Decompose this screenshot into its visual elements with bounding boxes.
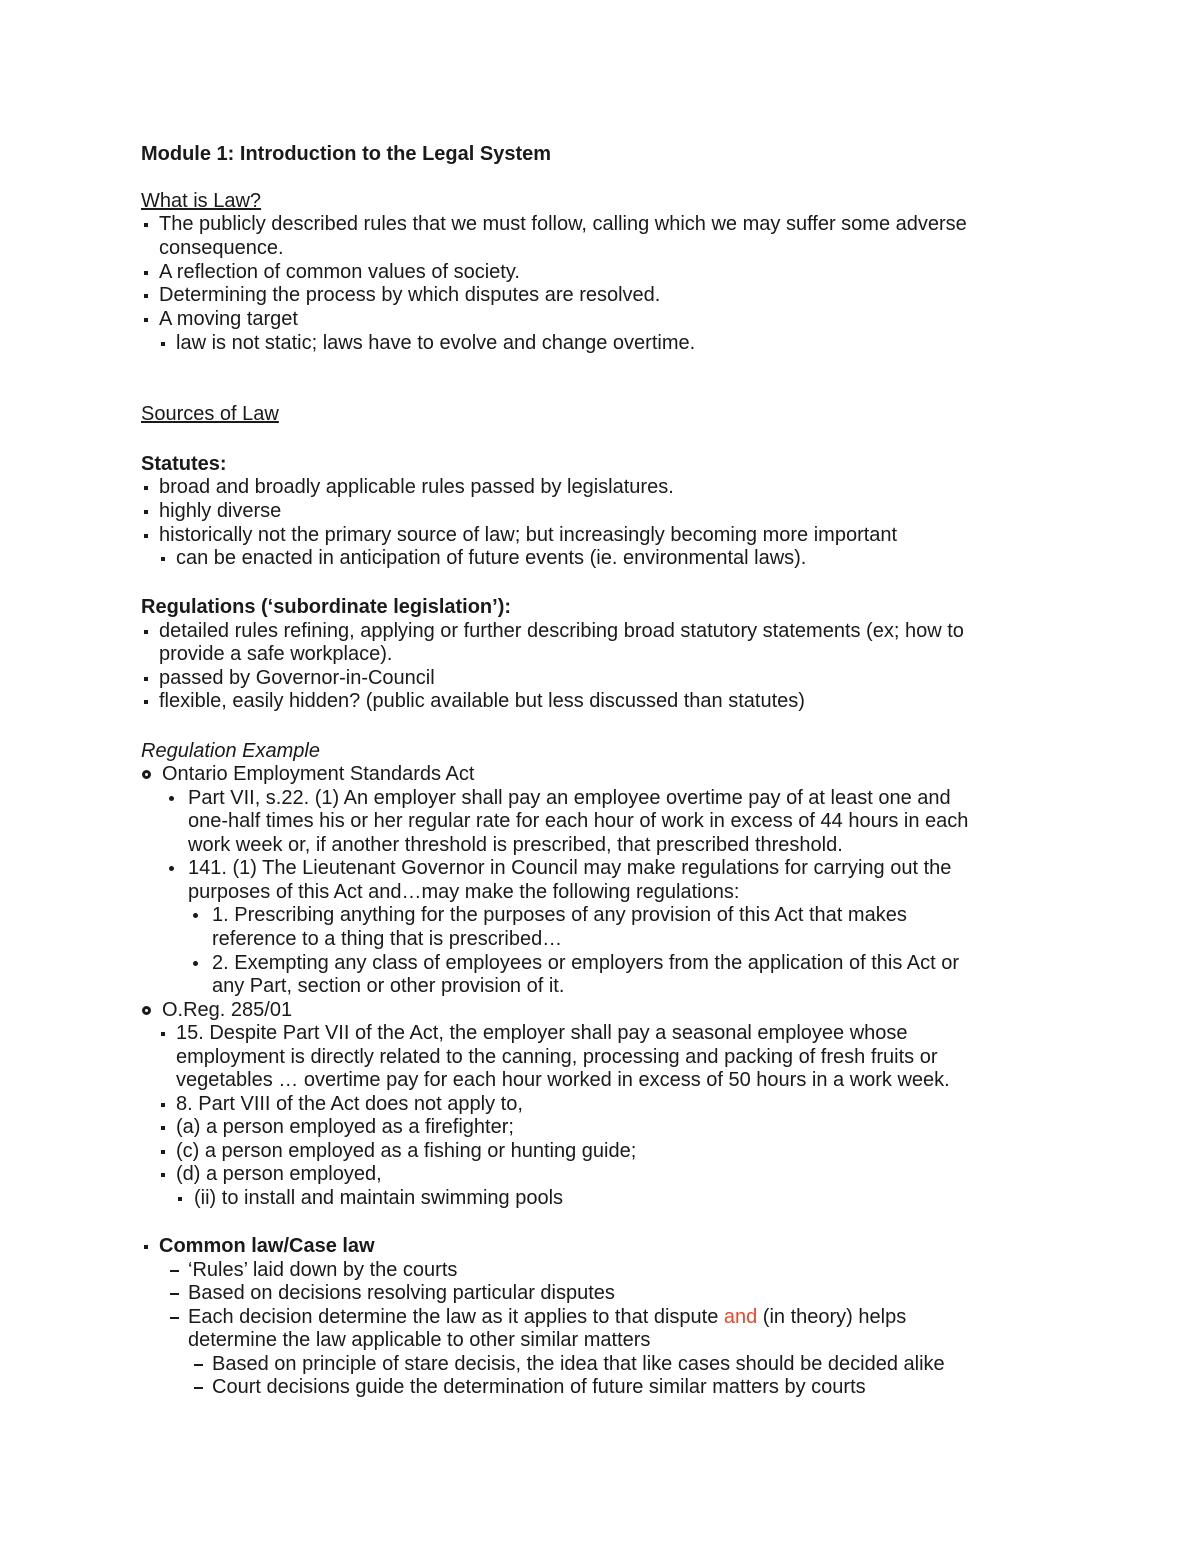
bullet-dot-icon <box>165 787 177 811</box>
list-item: any Part, section or other provision of it. <box>212 975 565 997</box>
line-text: Each decision determine the law as it applies to that dispute <box>188 1306 724 1328</box>
bullet-square-icon <box>157 1140 169 1164</box>
list-item: 1. Prescribing anything for the purposes of any provision of this Act that makes <box>212 904 907 926</box>
list-item: A moving target <box>159 308 298 330</box>
list-item: passed by Governor-in-Council <box>159 667 435 689</box>
list-item: Ontario Employment Standards Act <box>162 763 475 785</box>
bullet-square-icon <box>157 547 169 571</box>
bullet-square-icon <box>140 1235 152 1259</box>
list-item: determine the law applicable to other similar matters <box>188 1329 651 1351</box>
bullet-square-icon <box>157 1093 169 1117</box>
bullet-square-icon <box>174 1187 186 1211</box>
list-item: broad and broadly applicable rules passed by legislatures. <box>159 476 674 498</box>
bullet-square-icon <box>140 261 152 285</box>
list-item: employment is directly related to the canning, processing and packing of fresh fruits or <box>176 1046 938 1068</box>
bullet-square-icon <box>140 476 152 500</box>
list-item: one-half times his or her regular rate for each hour of work in excess of 44 hours in each <box>188 810 969 832</box>
common-law-heading: Common law/Case law <box>159 1235 375 1257</box>
bullet-square-icon <box>157 1163 169 1187</box>
bullet-dash-icon <box>168 1282 180 1306</box>
list-item: reference to a thing that is prescribed… <box>212 928 563 950</box>
bullet-square-icon <box>140 620 152 644</box>
bullet-square-icon <box>157 332 169 356</box>
list-item: consequence. <box>159 237 284 259</box>
bullet-dash-icon <box>192 1353 204 1377</box>
bullet-square-icon <box>140 667 152 691</box>
bullet-square-icon <box>157 1116 169 1140</box>
list-item: 15. Despite Part VII of the Act, the employer shall pay a seasonal employee whose <box>176 1022 908 1044</box>
bullet-dot-icon <box>165 857 177 881</box>
list-item: historically not the primary source of law; but increasingly becoming more important <box>159 524 898 546</box>
bullet-dash-icon <box>168 1259 180 1283</box>
list-item: Court decisions guide the determination of future similar matters by courts <box>212 1376 866 1398</box>
list-item: (ii) to install and maintain swimming pools <box>194 1187 564 1209</box>
list-item: work week or, if another threshold is prescribed, that prescribed threshold. <box>188 834 843 856</box>
bullet-square-icon <box>140 308 152 332</box>
list-item: 8. Part VIII of the Act does not apply to, <box>176 1093 523 1115</box>
list-item <box>188 1306 906 1330</box>
bullet-square-icon <box>140 500 152 524</box>
list-item: vegetables … overtime pay for each hour worked in excess of 50 hours in a work week. <box>176 1069 950 1091</box>
bullet-dot-icon <box>189 904 201 928</box>
list-item: flexible, easily hidden? (public available but less discussed than statutes) <box>159 690 805 712</box>
highlighted-word: and <box>723 1306 758 1328</box>
list-item: (a) a person employed as a firefighter; <box>176 1116 514 1138</box>
list-item: Based on decisions resolving particular disputes <box>188 1282 615 1304</box>
sources-heading: Sources of Law <box>141 403 279 425</box>
list-item: The publicly described rules that we must follow, calling which we may suffer some adverse <box>159 213 967 235</box>
list-item: O.Reg. 285/01 <box>162 999 293 1021</box>
list-item: Part VII, s.22. (1) An employer shall pay an employee overtime pay of at least one and <box>188 787 951 809</box>
bullet-square-icon <box>140 284 152 308</box>
list-item: ‘Rules’ laid down by the courts <box>188 1259 458 1281</box>
list-item: 141. (1) The Lieutenant Governor in Council may make regulations for carrying out the <box>188 857 952 879</box>
list-item: highly diverse <box>159 500 282 522</box>
statutes-heading: Statutes: <box>141 453 227 475</box>
bullet-square-icon <box>140 524 152 548</box>
regulation-example-heading: Regulation Example <box>141 740 320 762</box>
list-item: provide a safe workplace). <box>159 643 393 665</box>
what-is-law-heading: What is Law? <box>141 190 262 212</box>
regulations-heading: Regulations (‘subordinate legislation’): <box>141 596 512 618</box>
list-item: A reflection of common values of society. <box>159 261 520 283</box>
bullet-square-icon <box>140 213 152 237</box>
line-text: (in theory) helps <box>757 1306 907 1328</box>
bullet-dot-icon <box>189 952 201 976</box>
bullet-square-icon <box>157 1022 169 1046</box>
list-item: Determining the process by which disputes are resolved. <box>159 284 661 306</box>
list-item: (c) a person employed as a fishing or hunting guide; <box>176 1140 637 1162</box>
list-item: detailed rules refining, applying or further describing broad statutory statements (ex; how to <box>159 620 964 642</box>
list-item: law is not static; laws have to evolve and change overtime. <box>176 332 696 354</box>
page-title: Module 1: Introduction to the Legal System <box>141 143 552 165</box>
list-item: Based on principle of stare decisis, the idea that like cases should be decided alike <box>212 1353 945 1375</box>
bullet-ring-icon <box>140 763 152 787</box>
bullet-dash-icon <box>192 1376 204 1400</box>
list-item: 2. Exempting any class of employees or employers from the application of this Act or <box>212 952 960 974</box>
bullet-square-icon <box>140 690 152 714</box>
list-item: (d) a person employed, <box>176 1163 382 1185</box>
list-item: purposes of this Act and…may make the following regulations: <box>188 881 740 903</box>
bullet-ring-icon <box>140 999 152 1023</box>
bullet-dash-icon <box>168 1306 180 1330</box>
list-item: can be enacted in anticipation of future events (ie. environmental laws). <box>176 547 807 569</box>
